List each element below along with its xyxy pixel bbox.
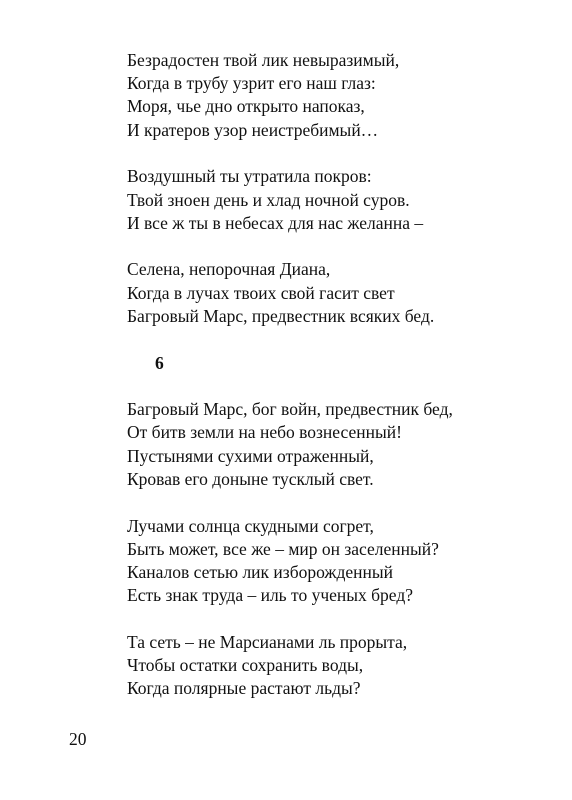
poem-text <box>127 49 547 724</box>
poem-line: Твой зноен день и хлад ночной суров. <box>127 189 410 210</box>
poem-line: Пустынями сухими отраженный, <box>127 445 374 466</box>
poem-line: Когда в трубу узрит его наш глаз: <box>127 73 376 94</box>
poem-line: Безрадостен твой лик невыразимый, <box>127 50 400 70</box>
stanza <box>127 258 547 328</box>
poem-line: Чтобы остатки сохранить воды, <box>127 655 364 676</box>
poem-line: Моря, чье дно открыто напоказ, <box>127 96 365 117</box>
poem-line: Когда полярные растают льды? <box>127 678 361 699</box>
poem-line: Селена, непорочная Диана, <box>127 259 331 280</box>
stanza <box>127 631 547 701</box>
poem-line: Лучами солнца скудными согрет, <box>127 515 374 536</box>
poem-line: Багровый Марс, бог войн, предвестник бед, <box>127 399 453 420</box>
poem-line: Когда в лучах твоих свой гасит свет <box>127 282 395 303</box>
poem-line: Багровый Марс, предвестник всяких бед. <box>127 305 435 326</box>
poem-line: И кратеров узор неистребимый… <box>127 119 379 140</box>
poem-line: Воздушный ты утратила покров: <box>127 166 372 187</box>
poem-line: Есть знак труда – иль то ученых бред? <box>127 585 414 606</box>
stanza <box>127 165 547 235</box>
poem-line: Каналов сетью лик изборожденный <box>127 561 394 582</box>
poem-line: И все ж ты в небесах для нас желанна – <box>127 212 424 233</box>
poem-line: Быть может, все же – мир он заселенный? <box>127 538 439 559</box>
stanza <box>127 49 547 142</box>
poem-line: От битв земли на небо вознесенный! <box>127 422 402 443</box>
page-number: 20 <box>69 729 87 749</box>
stanza <box>127 515 547 608</box>
section-number: 6 <box>155 352 164 373</box>
poem-line: Та сеть – не Марсианами ль прорыта, <box>127 631 408 652</box>
poem-line: Кровав его доныне тусклый свет. <box>127 468 374 489</box>
stanza <box>127 398 547 491</box>
